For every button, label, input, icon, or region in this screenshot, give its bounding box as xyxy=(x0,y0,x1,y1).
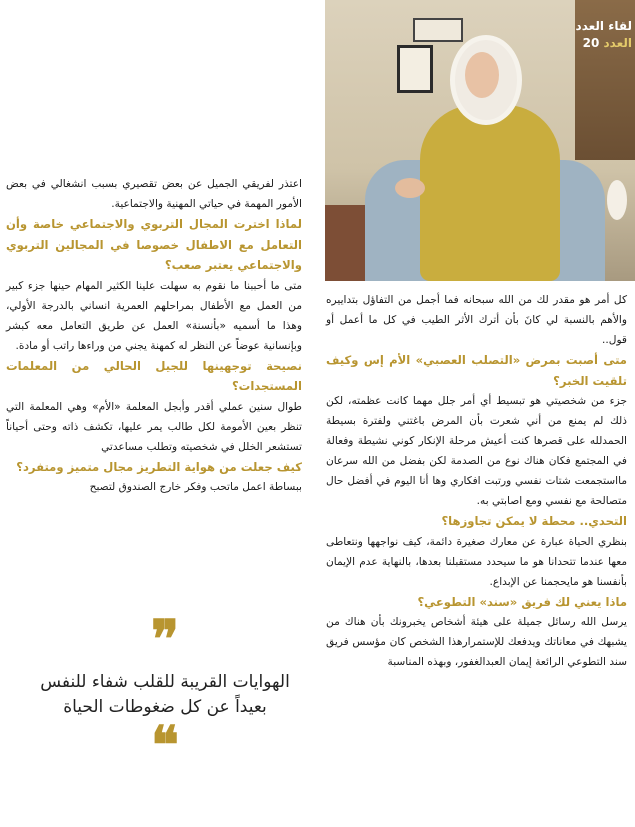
right-column xyxy=(326,290,627,672)
section-title: لقاء العدد xyxy=(575,19,632,33)
quote-open-icon: ❞ xyxy=(151,609,179,670)
question-heading: لماذا اخترت المجال التربوي والاجتماعي خاصة وأن التعامل مع الاطفال خصوصا في المجالين التربوي والاجتماعي يعتبر صعب؟ xyxy=(6,217,302,272)
brand-mark: العدد xyxy=(603,36,632,50)
page-number-row xyxy=(552,34,632,52)
lamp xyxy=(607,180,627,220)
interview-photo xyxy=(325,0,635,281)
interviewee-face xyxy=(465,52,499,98)
side-table xyxy=(325,205,365,281)
page-number: 20 xyxy=(582,36,600,50)
answer-paragraph: بنظري الحياة عبارة عن معارك صغيرة دائمة، كيف نواجهها ونتعاطى معها عندما تتحدانا هو ما سيحدد مستقبلنا بعدها، بالنهاية عدم الإيمان بأنفسنا هو مايحجمنا عن الإبداع. xyxy=(326,535,627,588)
question-heading: كيف جعلت من هواية التطريز مجال متميز ومتفرد؟ xyxy=(16,459,302,474)
left-intro: اعتذر لفريقي الجميل عن بعض تقصيري بسبب انشغالي في بعض الأمور المهمة في حياتي المهنية والاجتماعية. xyxy=(6,178,302,210)
pull-quote xyxy=(30,609,300,776)
right-intro: كل أمر هو مقدر لك من الله سبحانه فما أجمل من التفاؤل بتداييره والأهم بالنسبة لي كانَ بأن أترك الأثر الطيب في كل ما أعمل أو قول.. xyxy=(326,294,627,346)
answer-paragraph: يرسل الله رسائل جميلة على هيئة أشخاص يخبرونك بأن هناك من يشبهك في معاناتك ويدفعك للإستمرارهذا الشخص كان مؤسس فريق سند التطوعي الرائعة إيمان العبدالغفور، وبهذه المناسبة xyxy=(326,616,627,668)
answer-paragraph: ببساطة اعمل ماتحب وفكر خارج الصندوق لتصبح xyxy=(89,481,302,493)
question-heading: متى أصبت بمرض «التصلب العصبي» الأم إس وكيف تلقيت الخبر؟ xyxy=(326,353,627,388)
answer-paragraph: طوال سنين عملي أقدر وأبجل المعلمة «الأم» وهي المعلمة التي تنظر بعين الأمومة لكل طالب يمر عليها، تكشف ذاته وحتى أحياناً تستشعر الخلل في شخصيته وتطلب مساعدتي xyxy=(6,400,302,453)
interviewee-outfit xyxy=(420,105,560,281)
question-heading: التحدي.. محطة لا يمكن تجاوزها؟ xyxy=(441,514,627,528)
question-heading: ماذا يعني لك فريق «سند» التطوعي؟ xyxy=(417,594,627,609)
question-heading: نصيحة توجهينها للجيل الحالي من المعلمات المستجدات؟ xyxy=(6,358,302,393)
answer-paragraph: متى ما أحببنا ما نقوم به سهلت علينا الكثير المهام حينها جزء كبير من العمل مع الأطفال بمراحلهم العمرية انساني بالدرجة الأولي، وهذا ما أسميه «بأنسنة» العمل عن طريق التعامل معه كبشر وبإنسانية عوضاً عن النظر له كمهنة يجني من وراءها راتب أو مادة. xyxy=(6,279,302,352)
wall-frame xyxy=(413,18,463,42)
section-header xyxy=(552,18,632,54)
quote-close-icon: ❝ xyxy=(151,715,179,776)
pull-quote-text: الهوايات القريبة للقلب شفاء للنفس بعيداً عن كل ضغوطات الحياة xyxy=(40,672,290,717)
left-column xyxy=(6,174,302,497)
answer-paragraph: جزء من شخصيتي هو تبسيط أي أمر جلل مهما كانت عظمته، لكن ذلك لم يمنع من أني شعرت بأن المرض باغتني ولفترة بسيطة الحمدلله على قصرها كنت أعيش مرحلة الإنكار كوني نشيطة وفعالة في المجتمع فكان هناك نوع من الصدمة لكن بفضل من الله سرعان مااستجمعت شتات نفسي ورتبت افكاري وها أنا اليوم في أفضل حال متصالحة مع نفسي ومع اصابتي به. xyxy=(326,395,627,507)
interviewee-hand xyxy=(395,178,425,198)
wall-picture xyxy=(397,45,433,93)
